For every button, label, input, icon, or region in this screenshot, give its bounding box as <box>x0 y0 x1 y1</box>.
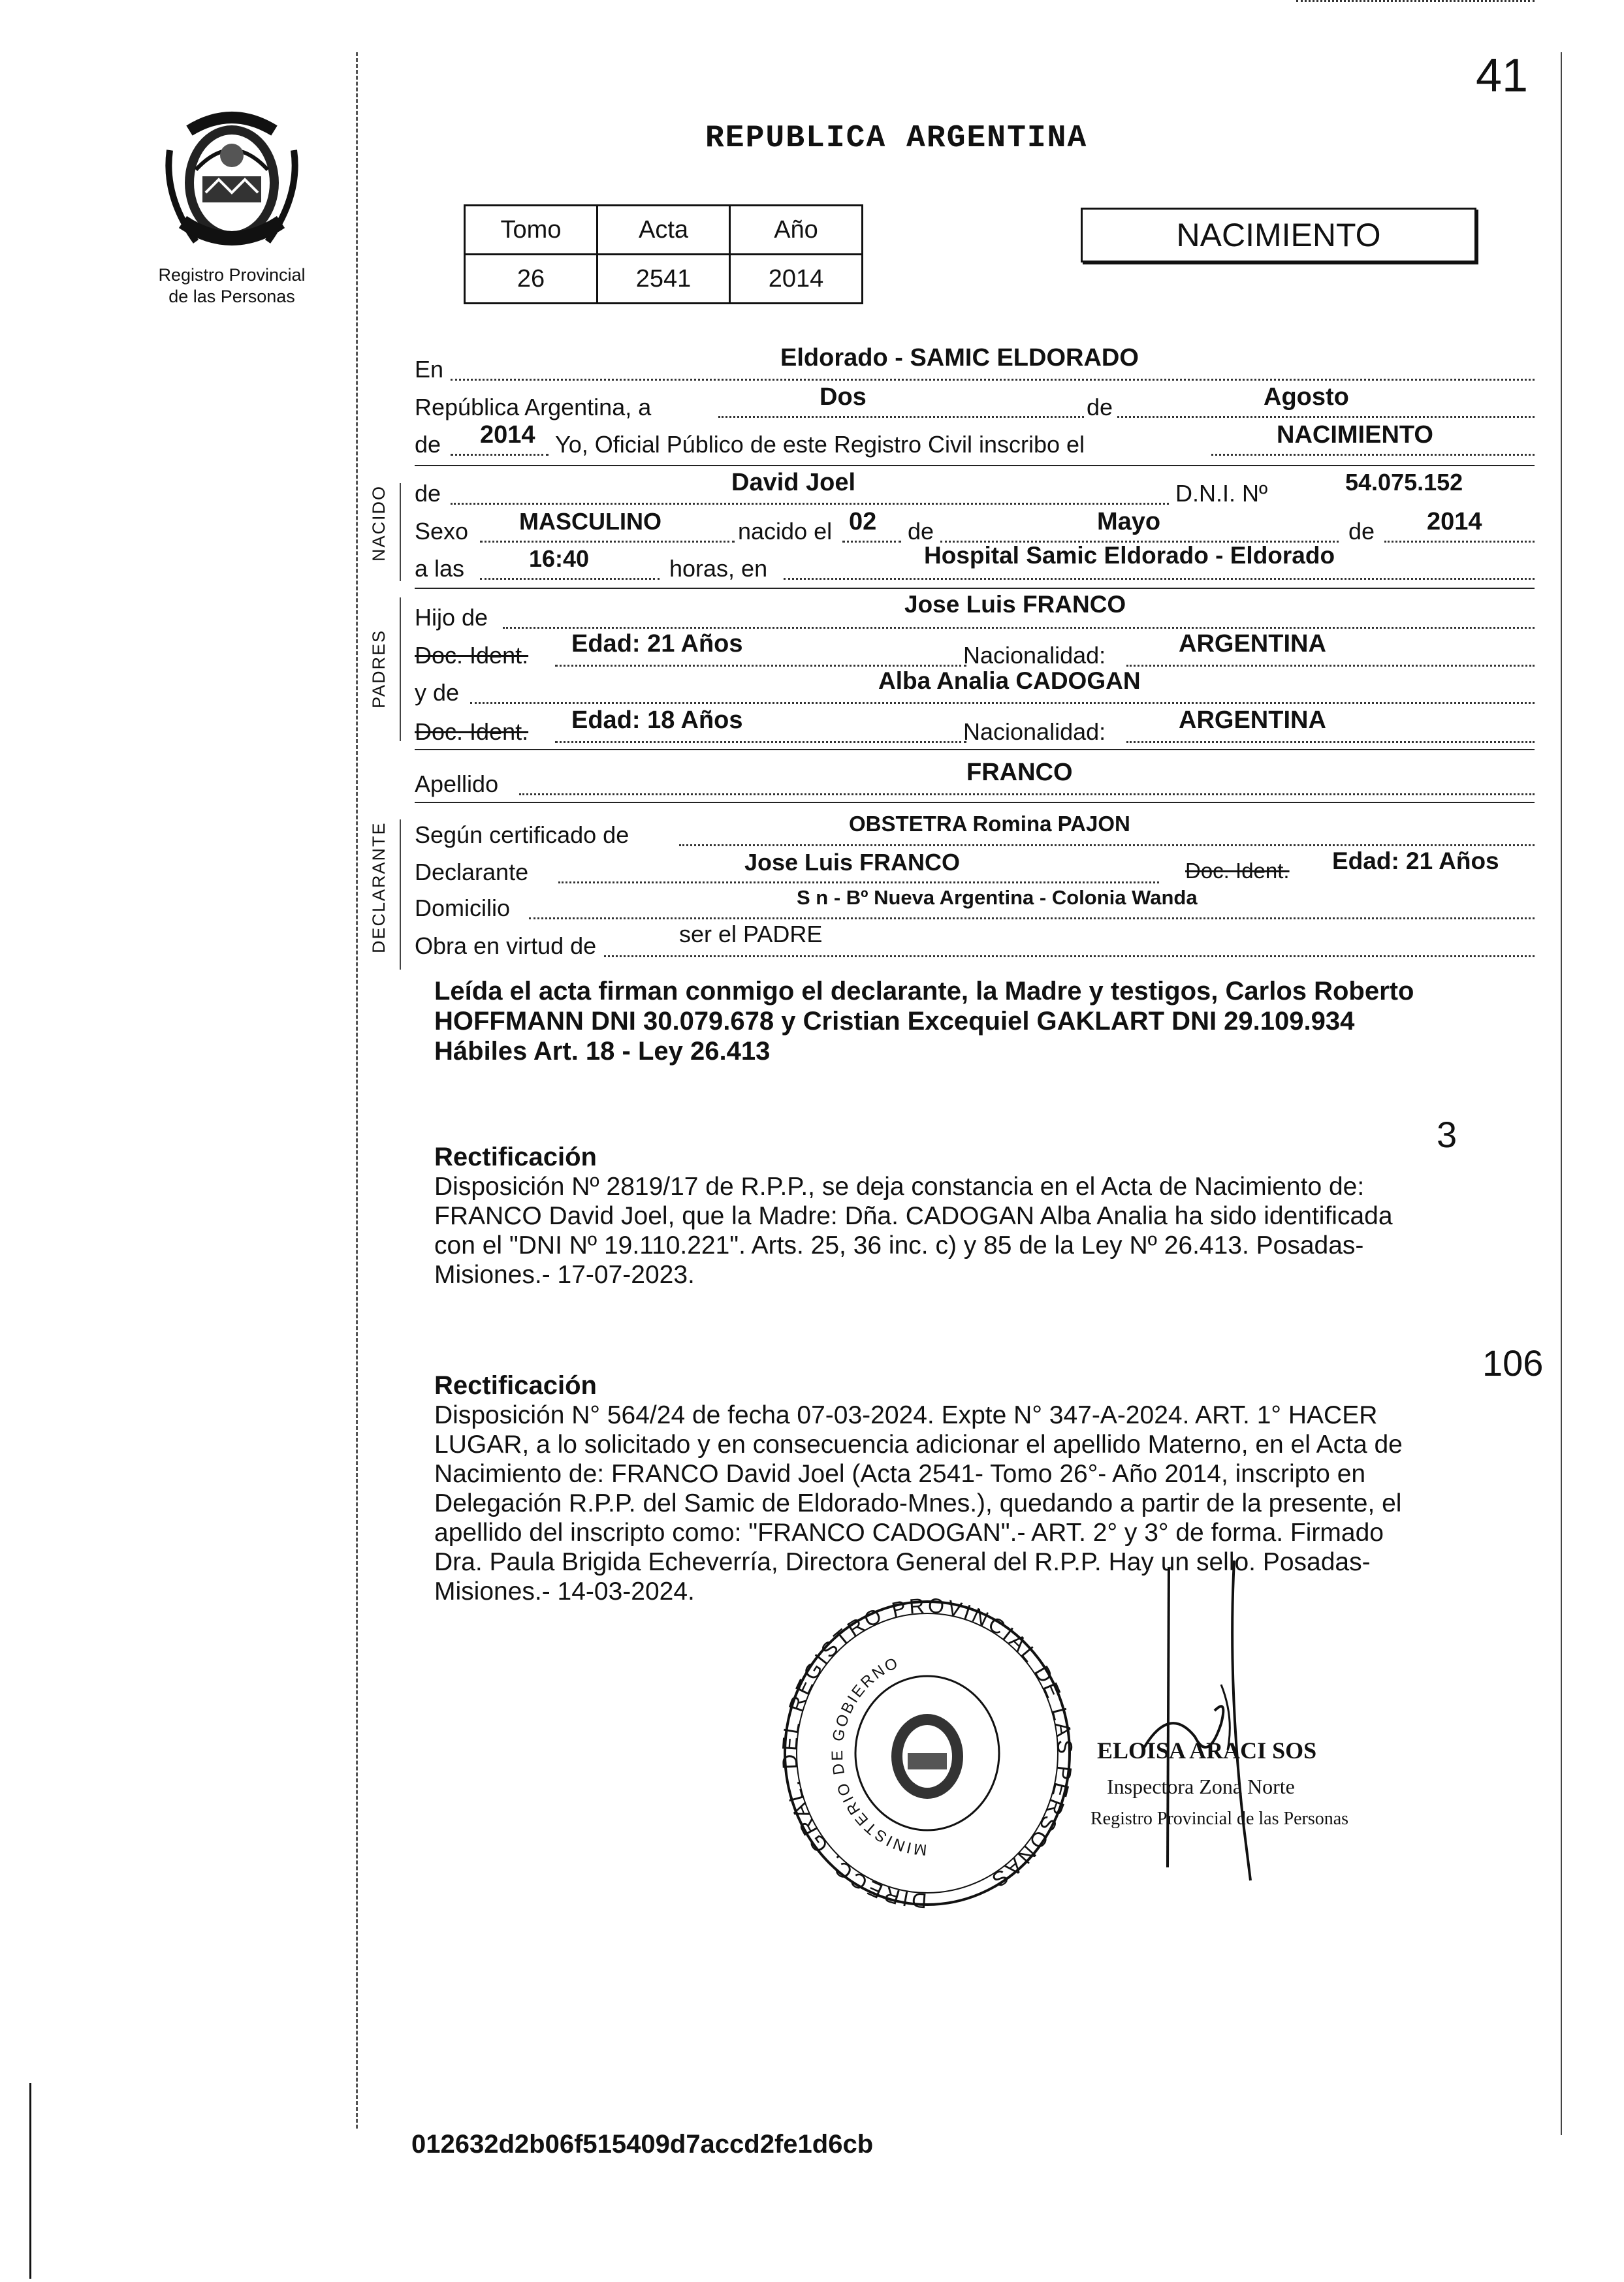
birth-day-dots <box>842 541 901 543</box>
declarante-value: Jose Luis FRANCO <box>744 849 961 876</box>
padres-separator <box>415 749 1535 750</box>
de-label-1: de <box>1084 394 1115 421</box>
registry-caption-line1: Registro Provincial <box>158 265 306 285</box>
rectification1-line-3: con el "DNI Nº 19.110.221". Arts. 25, 36 inc. c) y 85 de la Ley Nº 26.413. Posadas- <box>434 1231 1364 1260</box>
header-separator <box>415 465 1535 466</box>
rectification2-line-1: Disposición N° 564/24 de fecha 07-03-2024. Expte N° 347-A-2024. ART. 1° HACER <box>434 1401 1378 1429</box>
nacido-separator <box>415 588 1535 589</box>
seal-outer-text: DIRECC. GRAL. DEL REGISTRO PROVINCIAL DE LAS PERSONAS <box>777 1593 1077 1913</box>
father-age-value: Edad: 21 Años <box>571 630 743 658</box>
mother-nat-value: ARGENTINA <box>1179 706 1326 734</box>
year-value: 2014 <box>480 421 535 449</box>
sexo-value: MASCULINO <box>519 508 661 535</box>
child-name-value: David Joel <box>731 469 856 496</box>
right-margin-line <box>1561 52 1562 2135</box>
time-value: 16:40 <box>529 545 590 572</box>
republica-label: República Argentina, a <box>415 394 652 420</box>
declarante-label: Declarante <box>415 859 529 885</box>
section-label-padres: PADRES <box>369 629 389 708</box>
header-acta: Acta <box>597 206 730 255</box>
domicilio-label: Domicilio <box>415 895 511 921</box>
obra-label: Obra en virtud de <box>415 932 597 959</box>
registry-caption <box>124 264 340 308</box>
dni-label: D.N.I. Nº <box>1175 480 1268 507</box>
mother-dots <box>470 702 1535 704</box>
value-anio: 2014 <box>730 255 863 304</box>
sexo-dots <box>480 541 735 543</box>
rectification1-title: Rectificación <box>434 1143 597 1171</box>
month-value: Agosto <box>1264 383 1349 411</box>
father-value: Jose Luis FRANCO <box>904 591 1126 618</box>
document-hash: 012632d2b06f515409d7accd2fe1d6cb <box>411 2130 874 2159</box>
year-dots <box>451 454 549 456</box>
record-type-box: NACIMIENTO <box>1081 208 1476 262</box>
en-dots <box>451 379 1535 381</box>
place-value: Hospital Samic Eldorado - Eldorado <box>924 542 1335 569</box>
rectification1-margin-number: 3 <box>1437 1114 1457 1155</box>
nacionalidad-label-father: Nacionalidad: <box>963 642 1106 669</box>
father-nat-value: ARGENTINA <box>1179 630 1326 658</box>
rectification2-line-4: Delegación R.P.P. del Samic de Eldorado-Mnes.), quedando a partir de la presente, el <box>434 1489 1402 1517</box>
padres-bracket <box>400 597 401 741</box>
day-value: Dos <box>820 383 867 411</box>
nacido-el-label: nacido el <box>738 518 833 545</box>
declarante-bracket <box>400 819 401 970</box>
father-nat-dots <box>1126 665 1535 667</box>
record-table <box>464 204 863 304</box>
apellido-separator <box>415 802 1535 803</box>
section-label-nacido: NACIDO <box>369 484 389 562</box>
closing-line-2: HOFFMANN DNI 30.079.678 y Cristian Excequiel GAKLART DNI 29.109.934 <box>434 1007 1355 1036</box>
birth-month-value: Mayo <box>1097 508 1161 535</box>
birth-day-value: 02 <box>849 508 877 535</box>
rectification2-margin-number: 106 <box>1482 1342 1544 1384</box>
rectification2-line-2: LUGAR, a lo solicitado y en consecuencia adicionar el apellido Materno, en el Acta de <box>434 1431 1403 1459</box>
official-seal <box>777 1593 1077 1920</box>
stamp-line-2: Inspectora Zona Norte <box>1107 1775 1295 1798</box>
registry-caption-line2: de las Personas <box>168 287 295 306</box>
birth-year-value: 2014 <box>1427 508 1482 535</box>
nacido-de-label-a: de <box>908 518 934 545</box>
apellido-dots <box>519 793 1535 795</box>
time-dots <box>480 578 660 580</box>
certificado-label: Según certificado de <box>415 821 629 848</box>
doc-ident-label-mother: Doc. Ident. <box>415 718 529 745</box>
a-las-label: a las <box>415 555 465 582</box>
apellido-label: Apellido <box>415 770 499 797</box>
obra-value: ser el PADRE <box>679 921 823 947</box>
mother-age-value: Edad: 18 Años <box>571 706 743 734</box>
domicilio-value: S n - Bº Nueva Argentina - Colonia Wanda <box>797 886 1198 909</box>
certificado-value: OBSTETRA Romina PAJON <box>849 812 1130 836</box>
obra-dots <box>604 955 1535 957</box>
sexo-label: Sexo <box>415 518 469 545</box>
page-title: REPUBLICA ARGENTINA <box>705 121 1088 156</box>
horas-label: horas, en <box>669 555 768 582</box>
apellido-value: FRANCO <box>966 759 1073 786</box>
page-number: 41 <box>1476 50 1529 102</box>
domicilio-dots <box>529 917 1535 919</box>
declarante-dots <box>558 881 1159 883</box>
de-label-2: de <box>415 431 441 458</box>
father-dots <box>503 627 1535 629</box>
section-label-declarante: DECLARANTE <box>369 821 389 953</box>
rectification1-line-1: Disposición Nº 2819/17 de R.P.P., se deja constancia en el Acta de Nacimiento de: <box>434 1173 1365 1201</box>
place-dots <box>784 578 1535 580</box>
birth-year-dots <box>1384 541 1535 543</box>
header-anio: Año <box>730 206 863 255</box>
rectification2-line-3: Nacimiento de: FRANCO David Joel (Acta 2541- Tomo 26°- Año 2014, inscripto en <box>434 1460 1366 1488</box>
rectification1-line-4: Misiones.- 17-07-2023. <box>434 1261 695 1289</box>
rectification2-line-5: apellido del inscripto como: "FRANCO CADOGAN".- ART. 2° y 3° de forma. Firmado <box>434 1519 1384 1547</box>
nacido-bracket <box>400 483 401 581</box>
dni-value: 54.075.152 <box>1345 469 1463 496</box>
declarante-age-value: Edad: 21 Años <box>1332 848 1499 874</box>
header-tomo: Tomo <box>465 206 597 255</box>
rectification1-line-2: FRANCO David Joel, que la Madre: Dña. CADOGAN Alba Analia ha sido identificada <box>434 1202 1393 1230</box>
rectification2-line-6: Dra. Paula Brigida Echeverría, Directora General del R.P.P. Hay un sello. Posadas- <box>434 1548 1371 1576</box>
stamp-line-3: Registro Provincial de las Personas <box>1091 1809 1349 1829</box>
seal-inner-text: MINISTERIO DE GOBIERNO <box>828 1653 928 1859</box>
inscribo-dots <box>1211 454 1535 456</box>
oficial-text: Yo, Oficial Público de este Registro Civil inscribo el <box>555 431 1085 458</box>
nacionalidad-label-mother: Nacionalidad: <box>963 718 1106 745</box>
value-acta: 2541 <box>597 255 730 304</box>
value-tomo: 26 <box>465 255 597 304</box>
doc-ident-label-father: Doc. Ident. <box>415 642 529 669</box>
rectification2-line-7: Misiones.- 14-03-2024. <box>434 1577 695 1606</box>
name-dots <box>451 503 1169 505</box>
rectification2-block <box>434 1371 1557 1606</box>
left-edge-mark <box>29 2083 31 2279</box>
mother-age-dots <box>555 741 966 743</box>
en-value: Eldorado - SAMIC ELDORADO <box>780 344 1139 372</box>
closing-line-3: Hábiles Art. 18 - Ley 26.413 <box>434 1037 771 1066</box>
nacido-de-label-b: de <box>1348 518 1375 545</box>
inscribo-value: NACIMIENTO <box>1277 421 1433 449</box>
closing-line-1: Leída el acta firman conmigo el declarante, la Madre y testigos, Carlos Roberto <box>434 977 1414 1006</box>
rectification2-title: Rectificación <box>434 1371 597 1400</box>
seal-crest-icon <box>891 1714 963 1799</box>
rectification1-block <box>434 1143 1544 1290</box>
doc-ident-label-declarante: Doc. Ident. <box>1185 859 1290 883</box>
mother-nat-dots <box>1126 741 1535 743</box>
signature-scribble <box>1130 1554 1299 1894</box>
left-margin-line <box>356 52 358 2129</box>
y-de-label: y de <box>415 679 460 706</box>
hijo-de-label: Hijo de <box>415 604 488 631</box>
republica-dots <box>718 416 1535 418</box>
nacido-de-label: de <box>415 480 441 507</box>
stamp-line-1: ELOISA ARACI SOS <box>1097 1737 1317 1764</box>
en-label: En <box>415 356 444 383</box>
father-age-dots <box>555 665 966 667</box>
dni-dots <box>1296 0 1535 2</box>
province-crest-icon <box>157 104 307 261</box>
closing-paragraph <box>434 976 1518 1066</box>
mother-value: Alba Analia CADOGAN <box>878 667 1141 694</box>
certificado-dots <box>679 844 1535 846</box>
